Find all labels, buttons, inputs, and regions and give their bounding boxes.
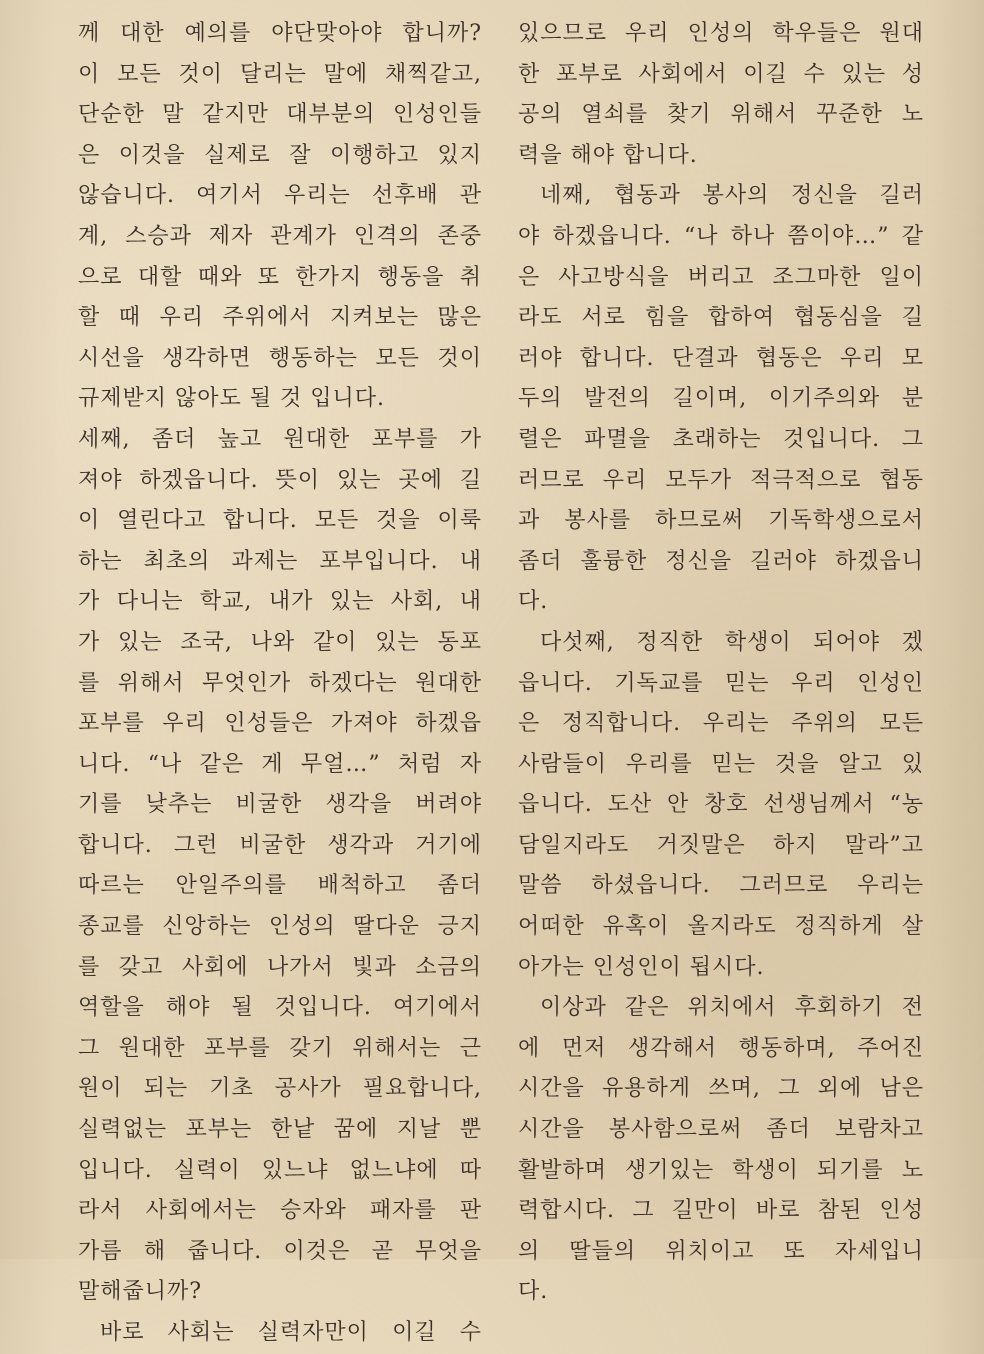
text-line: 담일지라도 거짓말은 하지 말라”고 [518,832,924,858]
text-line: 의 딸들의 위치이고 또 자세입니 [518,1238,924,1264]
text-line: 이 열린다고 합니다. 모든 것을 이룩 [78,508,482,534]
text-line: 사람들이 우리를 믿는 것을 알고 있 [518,751,924,777]
text-line: 다. [518,589,549,615]
text-line: 러므로 우리 모두가 적극적으로 협동 [518,467,924,493]
text-line: 가 있는 조국, 나와 같이 있는 동포 [78,629,482,655]
text-line: 합니다. 그런 비굴한 생각과 거기에 [78,832,482,858]
text-line: 있으므로 우리 인성의 학우들은 원대 [518,21,924,46]
text-line: 않습니다. 여기서 우리는 선후배 관 [78,183,482,209]
text-line: 은 정직합니다. 우리는 주위의 모든 [518,711,924,737]
text-line: 활발하며 생기있는 학생이 되기를 노 [518,1157,924,1183]
text-line: 두의 발전의 길이며, 이기주의와 분 [518,386,924,412]
text-line: 이 모든 것이 달리는 말에 채찍같고, [78,61,482,87]
text-line: 시선을 생각하면 행동하는 모든 것이 [78,345,482,371]
text-line: 에 먼저 생각해서 행동하며, 주어진 [518,1035,924,1061]
text-line: 그 원대한 포부를 갖기 위해서는 근 [78,1035,482,1061]
text-line: 다섯째, 정직한 학생이 되어야 겠 [540,629,924,655]
text-line: 져야 하겠읍니다. 뜻이 있는 곳에 길 [78,467,482,493]
left-text-column [78,14,482,1354]
text-line: 렬은 파멸을 초래하는 것입니다. 그 [518,426,924,452]
text-line: 를 위해서 무엇인가 하겠다는 원대한 [78,670,482,696]
text-line: 네째, 협동과 봉사의 정신을 길러 [540,183,924,209]
text-line: 읍니다. 도산 안 창호 선생님께서 “농 [518,792,924,818]
text-line: 역할을 해야 될 것입니다. 여기에서 [78,995,482,1021]
text-line: 시간을 유용하게 쓰며, 그 외에 남은 [518,1076,924,1102]
text-line: 러야 합니다. 단결과 협동은 우리 모 [518,345,924,371]
text-line: 아가는 인성인이 됩시다. [518,954,765,980]
text-line: 은 사고방식을 버리고 조그마한 일이 [518,264,924,290]
text-line: 은 이것을 실제로 잘 이행하고 있지 [78,142,482,168]
text-line: 한 포부로 사회에서 이길 수 있는 성 [518,61,924,87]
text-line: 말해줍니까? [78,1279,203,1305]
text-line: 라도 서로 힘을 합하여 협동심을 길 [518,305,924,331]
text-line: 다. [518,1279,549,1305]
text-line: 원이 되는 기초 공사가 필요합니다, [78,1076,482,1102]
text-line: 포부를 우리 인성들은 가져야 하겠읍 [78,711,482,737]
text-line: 어떠한 유혹이 올지라도 정직하게 살 [518,914,924,940]
text-line: 바로 사회는 실력자만이 이길 수 [100,1320,482,1345]
right-text-column [518,14,924,1313]
text-line: 가 다니는 학교, 내가 있는 사회, 내 [78,589,482,615]
text-line: 종교를 신앙하는 인성의 딸다운 긍지 [78,914,482,940]
text-line: 세째, 좀더 높고 원대한 포부를 가 [78,426,482,452]
text-line: 계, 스승과 제자 관계가 인격의 존중 [78,223,482,249]
text-line: 시간을 봉사함으로써 좀더 보람차고 [518,1117,924,1143]
text-line: 니다. “나 같은 게 무얼…” 처럼 자 [78,751,482,777]
text-line: 이상과 같은 위치에서 후회하기 전 [540,995,924,1021]
text-line: 력합시다. 그 길만이 바로 참된 인성 [518,1198,924,1224]
text-line: 께 대한 예의를 야단맞아야 합니까? [78,21,482,46]
text-line: 야 하겠읍니다. “나 하나 쯤이야…” 같 [518,223,924,249]
text-line: 읍니다. 기독교를 믿는 우리 인성인 [518,670,924,696]
text-line: 따르는 안일주의를 배척하고 좀더 [78,873,482,899]
text-line: 단순한 말 같지만 대부분의 인성인들 [78,102,482,128]
text-line: 력을 해야 합니다. [518,142,698,168]
text-line: 실력없는 포부는 한낱 꿈에 지날 뿐 [78,1117,482,1143]
text-line: 말씀 하셨읍니다. 그러므로 우리는 [518,873,924,899]
text-line: 를 갖고 사회에 나가서 빛과 소금의 [78,954,482,980]
text-line: 규제받지 않아도 될 것 입니다. [78,386,385,412]
text-line: 공의 열쇠를 찾기 위해서 꾸준한 노 [518,102,924,128]
text-line: 가름 해 줍니다. 이것은 곧 무엇을 [78,1238,482,1264]
text-line: 으로 대할 때와 또 한가지 행동을 취 [78,264,482,290]
text-line: 기를 낮추는 비굴한 생각을 버려야 [78,792,482,818]
text-line: 과 봉사를 하므로써 기독학생으로서 [518,508,924,534]
text-line: 좀더 훌륭한 정신을 길러야 하겠읍니 [518,548,924,574]
text-line: 할 때 우리 주위에서 지켜보는 많은 [78,305,482,331]
text-line: 라서 사회에서는 승자와 패자를 판 [78,1198,482,1224]
text-line: 입니다. 실력이 있느냐 없느냐에 따 [78,1157,482,1183]
text-line: 하는 최초의 과제는 포부입니다. 내 [78,548,482,574]
